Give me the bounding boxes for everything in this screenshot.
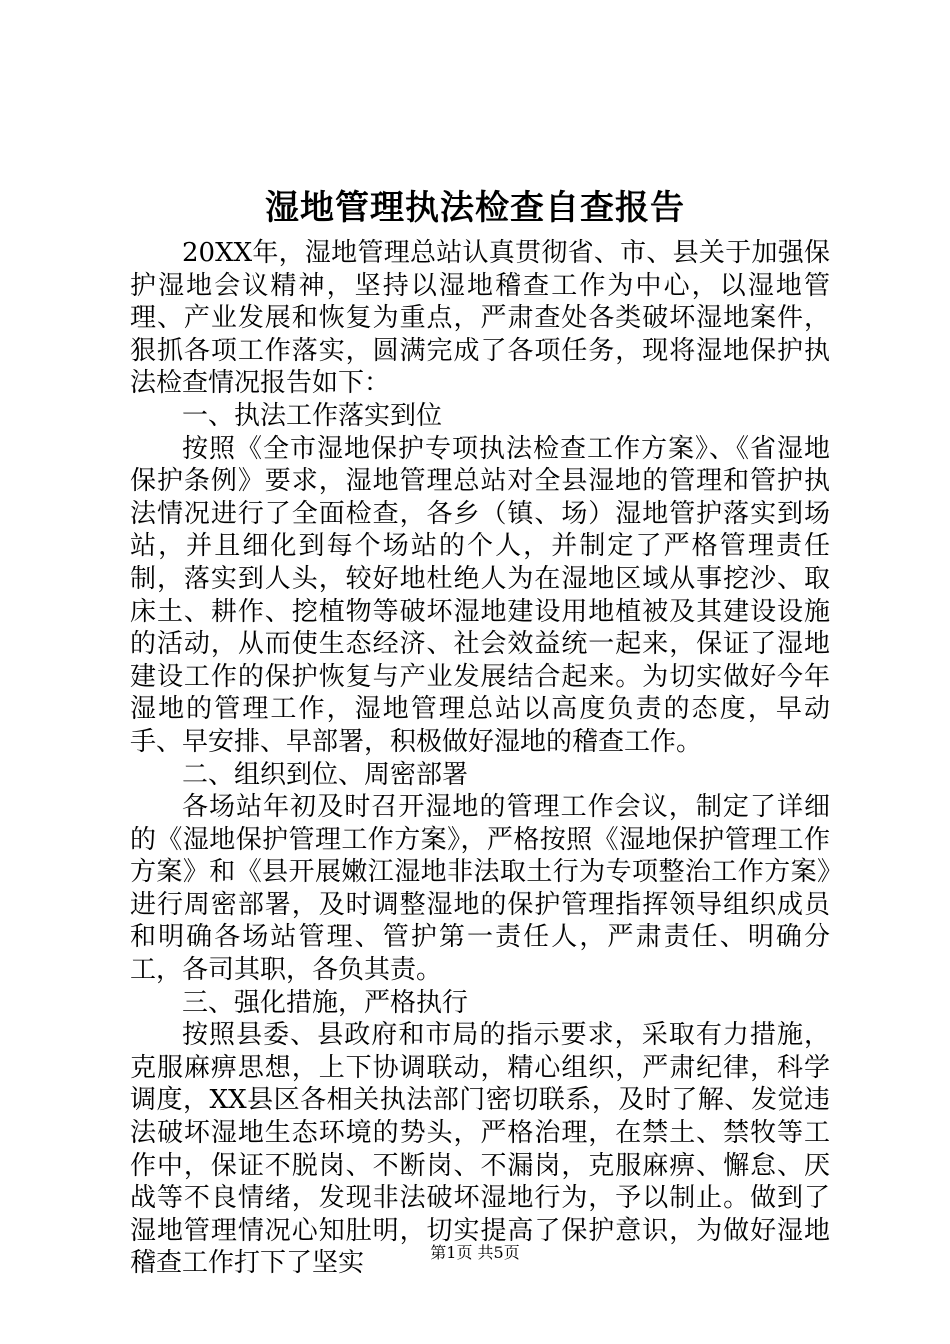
section-3-heading: 三、强化措施，严格执行 [182, 987, 469, 1018]
section-1-heading: 一、执法工作落实到位 [182, 400, 443, 431]
section-1-paragraph: 按照《全市湿地保护专项执法检查工作方案》、《省湿地保护条例》要求，湿地管理总站对全县湿地的管理和管护执法情况进行了全面检查，各乡（镇、场）湿地管护落实到场站，并且细化到每个场站的个人，并制定了严格管理责任制，落实到人头，较好地杜绝人为在湿地区域从事挖沙、取床土、耕作、挖植物等破坏湿地建设用地植被及其建设设施的活动，从而使生态经济、社会效益统一起来，保证了湿地建设工作的保护恢复与产业发展结合起来。为切实做好今年湿地的管理工作，湿地管理总站以高度负责的态度，早动手、早安排、早部署，积极做好湿地的稽查工作。 [130, 433, 830, 757]
page-footer: 第1页 共5页 [430, 1243, 520, 1262]
intro-paragraph: 20XX年，湿地管理总站认真贯彻省、市、县关于加强保护湿地会议精神，坚持以湿地稽查工作为中心，以湿地管理、产业发展和恢复为重点，严肃查处各类破坏湿地案件，狠抓各项工作落实，圆满完成了各项任务，现将湿地保护执法检查情况报告如下： [130, 238, 830, 399]
document-title: 湿地管理执法检查自查报告 [265, 188, 685, 228]
section-3-paragraph: 按照县委、县政府和市局的指示要求，采取有力措施，克服麻痹思想，上下协调联动，精心组织，严肃纪律，科学调度，XX县区各相关执法部门密切联系，及时了解、发觉违法破坏湿地生态环境的势头，严格治理，在禁土、禁牧等工作中，保证不脱岗、不断岗、不漏岗，克服麻痹、懈怠、厌战等不良情绪，发现非法破坏湿地行为，予以制止。做到了湿地管理情况心知肚明，切实提高了保护意识，为做好湿地稽查工作打下了坚实 [130, 1020, 830, 1279]
document-body [130, 237, 830, 1280]
section-2-paragraph: 各场站年初及时召开湿地的管理工作会议，制定了详细的《湿地保护管理工作方案》，严格按照《湿地保护管理工作方案》和《县开展嫩江湿地非法取土行为专项整治工作方案》进行周密部署，及时调整湿地的保护管理指挥领导组织成员和明确各场站管理、管护第一责任人，严肃责任、明确分工，各司其职，各负其责。 [130, 792, 830, 986]
section-2-heading: 二、组织到位、周密部署 [182, 759, 469, 790]
